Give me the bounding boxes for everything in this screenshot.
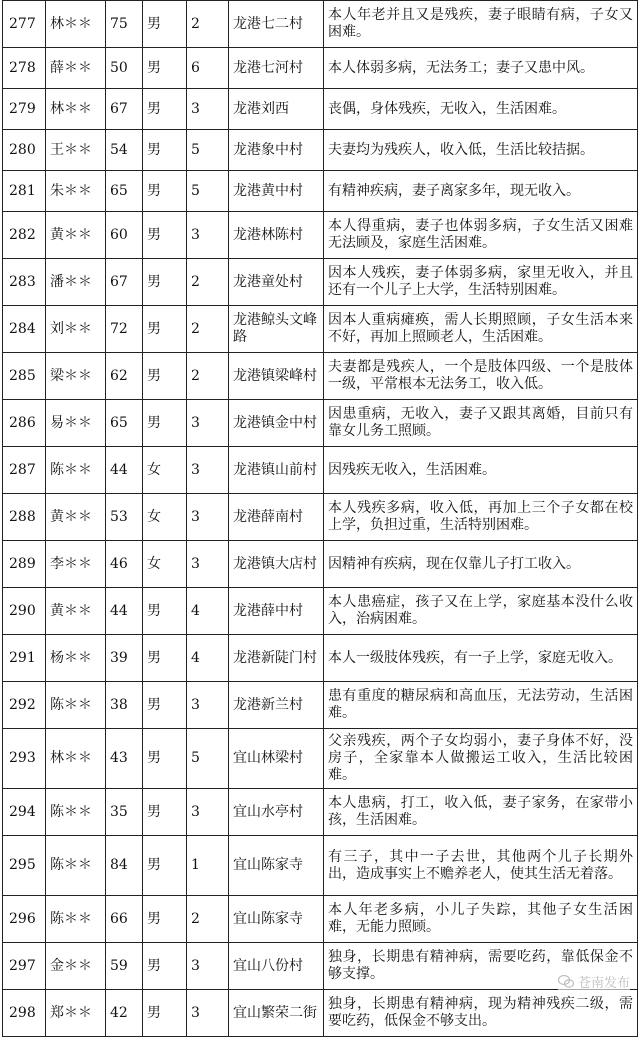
aid-recipients-table: [2, 0, 638, 1037]
household-size-cell: 5: [187, 729, 229, 789]
watermark-text: 苍南发布: [577, 976, 630, 991]
table-row: [3, 682, 638, 729]
table-row: [3, 306, 638, 353]
table-row: [3, 789, 638, 836]
age-cell: 75: [106, 1, 143, 48]
household-size-cell: 2: [187, 896, 229, 943]
gender-cell: 男: [143, 306, 187, 353]
hardship-reason-cell: 因本人重病瘫痪，需人长期照顾，子女生活本来不好，再加上照顾老人，生活困难。: [324, 306, 638, 353]
age-cell: 65: [106, 171, 143, 212]
village-cell: 宜山繁荣二街: [229, 990, 324, 1037]
hardship-reason-cell: 独身，长期患有精神病，现为精神残疾二级，需要吃药，低保金不够支出。: [324, 990, 638, 1037]
gender-cell: 男: [143, 353, 187, 400]
village-cell: 宜山陈家寺: [229, 836, 324, 896]
household-size-cell: 4: [187, 588, 229, 635]
village-cell: 龙港刘西: [229, 89, 324, 130]
hardship-reason-cell: 因精神有疾病，现在仅靠儿子打工收入。: [324, 541, 638, 588]
row-number-cell: 295: [3, 836, 46, 896]
village-cell: 龙港薛中村: [229, 588, 324, 635]
village-cell: 龙港新兰村: [229, 682, 324, 729]
hardship-reason-cell: 本人一级肢体残疾，有一子上学，家庭无收入。: [324, 635, 638, 682]
recipient-name-cell: 陈＊＊: [46, 896, 106, 943]
hardship-reason-cell: 因残疾无收入，生活困难。: [324, 447, 638, 494]
age-cell: 43: [106, 729, 143, 789]
household-size-cell: 1: [187, 836, 229, 896]
table-row: [3, 447, 638, 494]
village-cell: 龙港林陈村: [229, 212, 324, 259]
row-number-cell: 285: [3, 353, 46, 400]
recipient-name-cell: 潘＊＊: [46, 259, 106, 306]
village-cell: 龙港镇金中村: [229, 400, 324, 447]
age-cell: 50: [106, 48, 143, 89]
household-size-cell: 3: [187, 789, 229, 836]
hardship-reason-cell: 因本人残疾，妻子体弱多病，家里无收入，并且还有一个儿子上大学，生活特别困难。: [324, 259, 638, 306]
recipient-name-cell: 朱＊＊: [46, 171, 106, 212]
age-cell: 72: [106, 306, 143, 353]
household-size-cell: 3: [187, 990, 229, 1037]
gender-cell: 男: [143, 635, 187, 682]
household-size-cell: 5: [187, 171, 229, 212]
gender-cell: 女: [143, 541, 187, 588]
village-cell: 宜山陈家寺: [229, 896, 324, 943]
hardship-reason-cell: 患有重度的糖尿病和高血压，无法劳动，生活困难。: [324, 682, 638, 729]
gender-cell: 男: [143, 400, 187, 447]
row-number-cell: 282: [3, 212, 46, 259]
recipient-name-cell: 王＊＊: [46, 130, 106, 171]
village-cell: 龙港童处村: [229, 259, 324, 306]
gender-cell: 男: [143, 212, 187, 259]
household-size-cell: 3: [187, 541, 229, 588]
row-number-cell: 281: [3, 171, 46, 212]
row-number-cell: 289: [3, 541, 46, 588]
gender-cell: 男: [143, 1, 187, 48]
age-cell: 67: [106, 259, 143, 306]
household-size-cell: 2: [187, 306, 229, 353]
table-row: [3, 836, 638, 896]
village-cell: 龙港薛南村: [229, 494, 324, 541]
age-cell: 44: [106, 588, 143, 635]
village-cell: 龙港鲸头文峰路: [229, 306, 324, 353]
age-cell: 44: [106, 447, 143, 494]
row-number-cell: 283: [3, 259, 46, 306]
gender-cell: 男: [143, 943, 187, 990]
gender-cell: 男: [143, 48, 187, 89]
table-row: [3, 588, 638, 635]
hardship-reason-cell: 夫妻都是残疾人，一个是肢体四级、一个是肢体一级，平常根本无法务工，收入低。: [324, 353, 638, 400]
household-size-cell: 3: [187, 89, 229, 130]
age-cell: 54: [106, 130, 143, 171]
table-row: [3, 635, 638, 682]
gender-cell: 男: [143, 89, 187, 130]
row-number-cell: 294: [3, 789, 46, 836]
household-size-cell: 2: [187, 1, 229, 48]
row-number-cell: 297: [3, 943, 46, 990]
gender-cell: 男: [143, 789, 187, 836]
gender-cell: 女: [143, 494, 187, 541]
household-size-cell: 3: [187, 682, 229, 729]
hardship-reason-cell: 本人患病，打工，收入低，妻子家务，在家带小孩，生活困难。: [324, 789, 638, 836]
recipient-name-cell: 林＊＊: [46, 729, 106, 789]
recipient-name-cell: 陈＊＊: [46, 682, 106, 729]
row-number-cell: 293: [3, 729, 46, 789]
village-cell: 宜山八份村: [229, 943, 324, 990]
village-cell: 龙港镇山前村: [229, 447, 324, 494]
hardship-reason-cell: 本人年老并且又是残疾，妻子眼睛有病，子女又困难。: [324, 1, 638, 48]
table-row: [3, 990, 638, 1037]
row-number-cell: 291: [3, 635, 46, 682]
recipient-name-cell: 陈＊＊: [46, 789, 106, 836]
table-row: [3, 1, 638, 48]
recipient-name-cell: 梁＊＊: [46, 353, 106, 400]
gender-cell: 男: [143, 588, 187, 635]
gender-cell: 男: [143, 682, 187, 729]
recipient-name-cell: 陈＊＊: [46, 836, 106, 896]
row-number-cell: 286: [3, 400, 46, 447]
row-number-cell: 290: [3, 588, 46, 635]
age-cell: 66: [106, 896, 143, 943]
row-number-cell: 284: [3, 306, 46, 353]
hardship-reason-cell: 父亲残疾，两个子女均弱小，妻子身体不好，没房子，全家靠本人做搬运工收入，生活比较困难。: [324, 729, 638, 789]
hardship-reason-cell: 本人体弱多病，无法务工；妻子又患中风。: [324, 48, 638, 89]
table-row: [3, 729, 638, 789]
household-size-cell: 4: [187, 635, 229, 682]
household-size-cell: 3: [187, 447, 229, 494]
row-number-cell: 278: [3, 48, 46, 89]
gender-cell: 男: [143, 990, 187, 1037]
age-cell: 42: [106, 990, 143, 1037]
row-number-cell: 288: [3, 494, 46, 541]
recipient-name-cell: 林＊＊: [46, 89, 106, 130]
hardship-reason-cell: 有精神疾病，妻子离家多年，现无收入。: [324, 171, 638, 212]
recipient-name-cell: 黄＊＊: [46, 212, 106, 259]
household-size-cell: 3: [187, 212, 229, 259]
recipient-name-cell: 郑＊＊: [46, 990, 106, 1037]
recipient-name-cell: 黄＊＊: [46, 588, 106, 635]
recipient-name-cell: 黄＊＊: [46, 494, 106, 541]
row-number-cell: 280: [3, 130, 46, 171]
gender-cell: 男: [143, 836, 187, 896]
hardship-reason-cell: 有三子，其中一子去世，其他两个儿子长期外出，造成事实上不赡养老人，使其生活无着落。: [324, 836, 638, 896]
age-cell: 38: [106, 682, 143, 729]
row-number-cell: 279: [3, 89, 46, 130]
village-cell: 龙港象中村: [229, 130, 324, 171]
age-cell: 60: [106, 212, 143, 259]
age-cell: 67: [106, 89, 143, 130]
gender-cell: 男: [143, 259, 187, 306]
table-row: [3, 494, 638, 541]
village-cell: 宜山水亭村: [229, 789, 324, 836]
age-cell: 53: [106, 494, 143, 541]
gender-cell: 男: [143, 130, 187, 171]
hardship-reason-cell: 夫妻均为残疾人，收入低，生活比较拮据。: [324, 130, 638, 171]
village-cell: 龙港七河村: [229, 48, 324, 89]
hardship-reason-cell: 本人残疾多病，收入低，再加上三个子女都在校上学，负担过重，生活特别困难。: [324, 494, 638, 541]
hardship-reason-cell: 本人年老多病，小儿子失踪，其他子女生活困难，无能力照顾。: [324, 896, 638, 943]
table-row: [3, 541, 638, 588]
age-cell: 59: [106, 943, 143, 990]
table-row: [3, 400, 638, 447]
recipient-name-cell: 金＊＊: [46, 943, 106, 990]
gender-cell: 男: [143, 729, 187, 789]
row-number-cell: 292: [3, 682, 46, 729]
household-size-cell: 3: [187, 400, 229, 447]
gender-cell: 男: [143, 896, 187, 943]
hardship-reason-cell: 独身，长期患有精神病，需要吃药，靠低保金不够支撑。: [324, 943, 638, 990]
household-size-cell: 3: [187, 494, 229, 541]
gender-cell: 男: [143, 171, 187, 212]
table-row: [3, 943, 638, 990]
hardship-reason-cell: 丧偶，身体残疾，无收入，生活困难。: [324, 89, 638, 130]
village-cell: 龙港黄中村: [229, 171, 324, 212]
wechat-icon: [558, 975, 574, 988]
hardship-reason-cell: 本人得重病，妻子也体弱多病，子女生活又困难无法顾及，家庭生活困难。: [324, 212, 638, 259]
row-number-cell: 287: [3, 447, 46, 494]
recipient-name-cell: 杨＊＊: [46, 635, 106, 682]
village-cell: 龙港镇梁峰村: [229, 353, 324, 400]
row-number-cell: 277: [3, 1, 46, 48]
recipient-name-cell: 刘＊＊: [46, 306, 106, 353]
table-row: [3, 89, 638, 130]
watermark: [558, 972, 630, 991]
table-row: [3, 353, 638, 400]
age-cell: 35: [106, 789, 143, 836]
table-row: [3, 130, 638, 171]
hardship-reason-cell: 因患重病，无收入，妻子又跟其离婚，目前只有靠女儿务工照顾。: [324, 400, 638, 447]
village-cell: 龙港七二村: [229, 1, 324, 48]
village-cell: 宜山林梁村: [229, 729, 324, 789]
age-cell: 39: [106, 635, 143, 682]
recipient-name-cell: 易＊＊: [46, 400, 106, 447]
household-size-cell: 5: [187, 130, 229, 171]
table-row: [3, 259, 638, 306]
recipient-name-cell: 薛＊＊: [46, 48, 106, 89]
recipient-name-cell: 陈＊＊: [46, 447, 106, 494]
village-cell: 龙港镇大店村: [229, 541, 324, 588]
table-row: [3, 171, 638, 212]
hardship-reason-cell: 本人患癌症，孩子又在上学，家庭基本没什么收入，治病困难。: [324, 588, 638, 635]
age-cell: 46: [106, 541, 143, 588]
table-row: [3, 48, 638, 89]
age-cell: 65: [106, 400, 143, 447]
table-row: [3, 212, 638, 259]
row-number-cell: 296: [3, 896, 46, 943]
age-cell: 62: [106, 353, 143, 400]
gender-cell: 女: [143, 447, 187, 494]
household-size-cell: 2: [187, 353, 229, 400]
household-size-cell: 2: [187, 259, 229, 306]
age-cell: 84: [106, 836, 143, 896]
household-size-cell: 6: [187, 48, 229, 89]
household-size-cell: 3: [187, 943, 229, 990]
village-cell: 龙港新陡门村: [229, 635, 324, 682]
recipient-name-cell: 林＊＊: [46, 1, 106, 48]
row-number-cell: 298: [3, 990, 46, 1037]
recipient-name-cell: 李＊＊: [46, 541, 106, 588]
table-row: [3, 896, 638, 943]
